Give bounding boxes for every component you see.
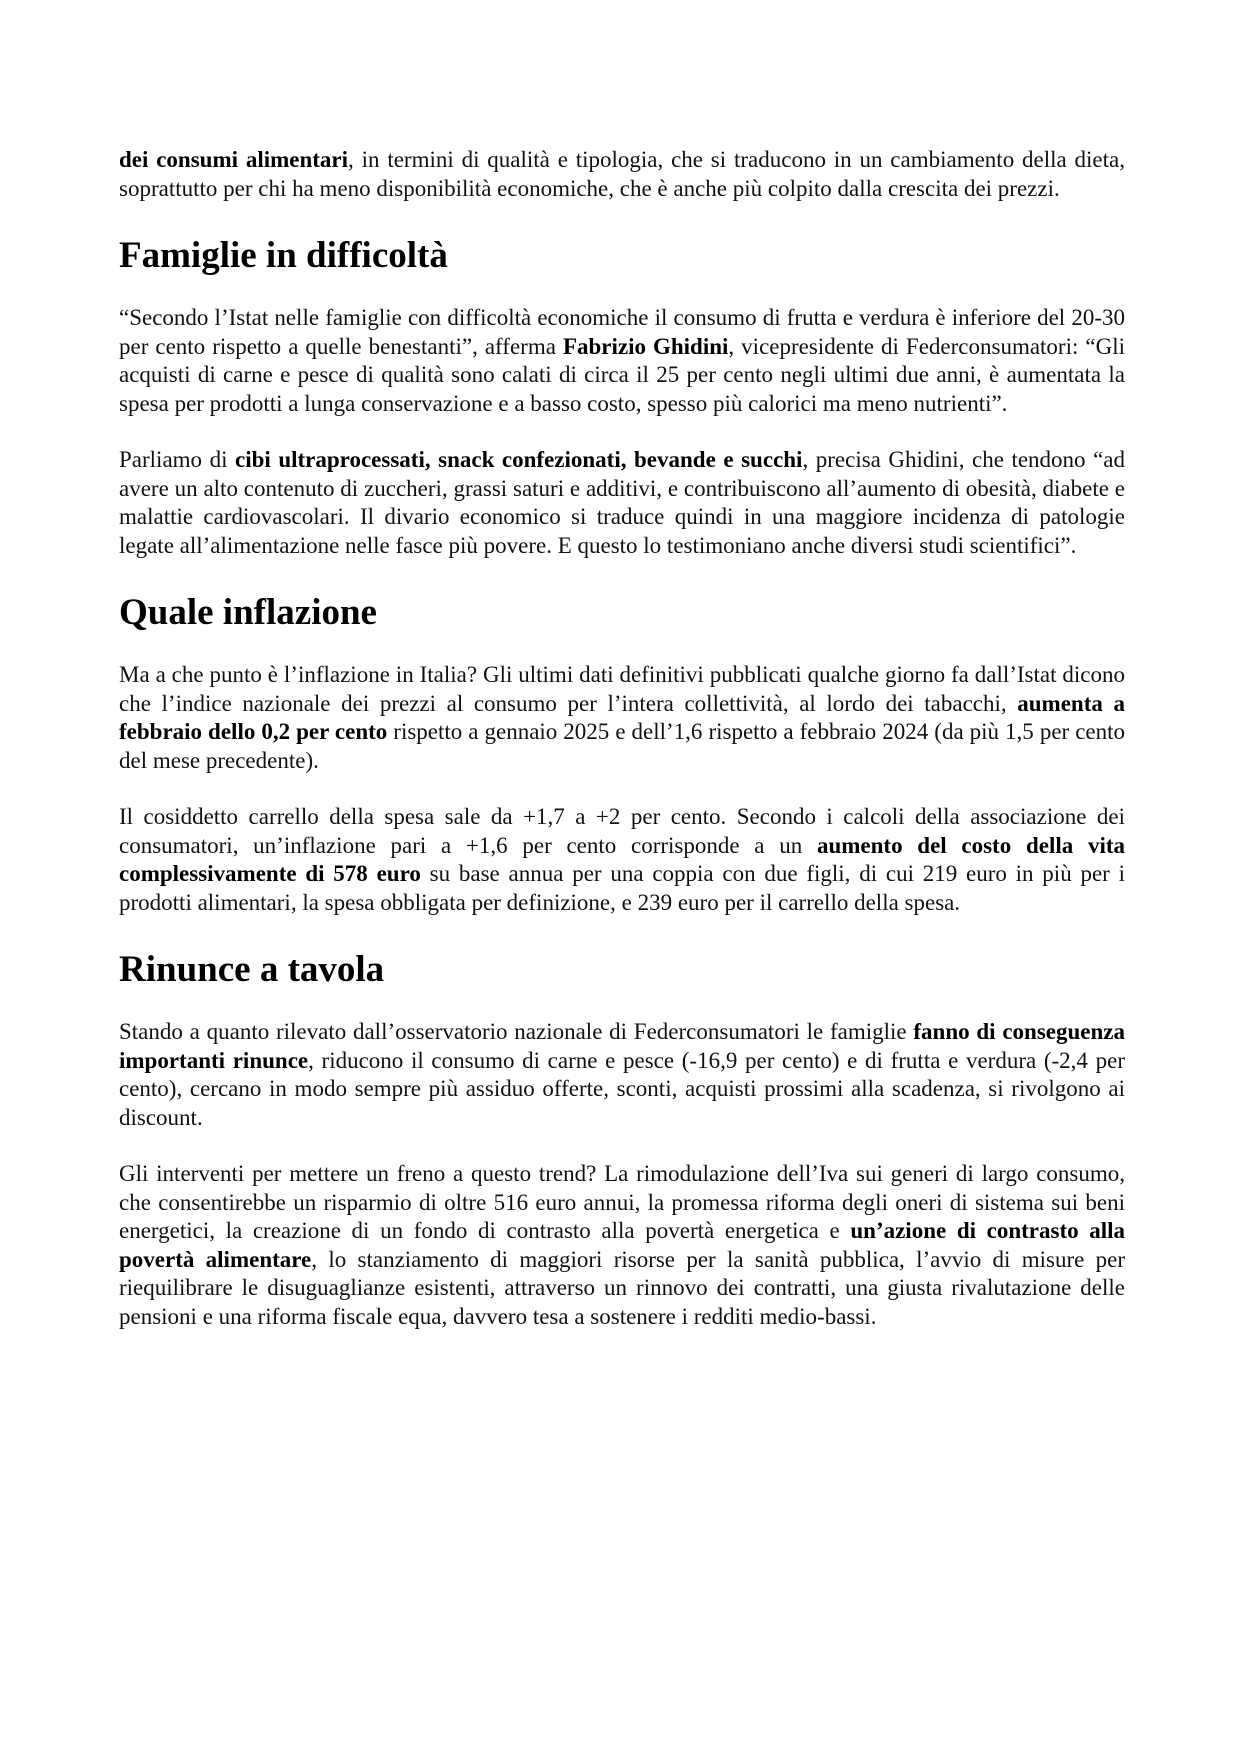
paragraph-text: rispetto a gennaio 2025 e dell’1,6 rispetto a febbraio 2024 (da più 1,5 per cento del mese precedente).	[119, 719, 1125, 773]
paragraph-text: , vicepresidente di Federconsumatori: “Gli acquisti di carne e pesce di qualità sono calati di circa il 25 per cento negli ultimi due anni, è aumentata la spesa per prodotti a lunga conservazione e a basso costo, spesso più calorici ma meno nutrienti”.	[119, 333, 1125, 416]
section-heading-famiglie: Famiglie in difficoltà	[119, 235, 448, 276]
paragraph-text: Il cosiddetto carrello della spesa sale da +1,7 a +2 per cento. Secondo i calcoli della associazione dei consumatori, un’inflazione pari a +1,6 per cento corrisponde a un	[119, 804, 1125, 858]
intro-text: , in termini di qualità e tipologia, che si traducono in un cambiamento della dieta, soprattutto per chi ha meno disponibilità economiche, che è anche più colpito dalla crescita dei prezzi.	[119, 147, 1125, 201]
paragraph-bold-text: aumenta a febbraio dello 0,2 per cento	[119, 690, 1125, 744]
paragraph-text: , precisa Ghidini, che tendono “ad avere un alto contenuto di zuccheri, grassi saturi e additivi, e contribuiscono all’aumento di obesità, diabete e malattie cardiovascolari. Il divario economico si traduce quindi in una maggiore incidenza di patologie legate all’alimentazione nelle fasce più povere. E questo lo testimoniano anche diversi studi scientifici”.	[119, 447, 1126, 558]
paragraph-bold-text: un’azione di contrasto alla povertà alimentare	[119, 1218, 1126, 1272]
paragraph-istat-dati	[119, 661, 1125, 775]
document-page	[119, 146, 1125, 1331]
section-heading-rinunce: Rinunce a tavola	[119, 949, 385, 990]
paragraph-carrello	[119, 803, 1125, 917]
paragraph-bold-text: aumento del costo della vita complessivamente di 578 euro	[119, 832, 1125, 886]
paragraph-text: Parliamo di	[119, 447, 236, 472]
paragraph-text: , lo stanziamento di maggiori risorse per la sanità pubblica, l’avvio di misure per riequilibrare le disuguaglianze esistenti, attraverso un rinnovo dei contratti, una giusta rivalutazione delle pensioni e una riforma fiscale equa, davvero tesa a sostenere i redditi medio-bassi.	[119, 1246, 1125, 1329]
paragraph-text: Gli interventi per mettere un freno a questo trend? La rimodulazione dell’Iva sui generi di largo consumo, che consentirebbe un risparmio di oltre 516 euro annui, la promessa riforma degli oneri di sistema sui beni energetici, la creazione di un fondo di contrasto alla povertà energetica e	[119, 1161, 1125, 1243]
intro-bold-text: dei consumi alimentari	[119, 147, 349, 172]
paragraph-bold-text: fanno di conseguenza importanti rinunce	[119, 1019, 1125, 1073]
paragraph-text: , riducono il consumo di carne e pesce (-16,9 per cento) e di frutta e verdura (-2,4 per cento), cercano in modo sempre più assiduo offerte, sconti, acquisti prossimi alla scadenza, si rivolgono ai discount.	[119, 1047, 1125, 1130]
paragraph-bold-text: Fabrizio Ghidini	[562, 333, 729, 359]
paragraph-bold-text: cibi ultraprocessati, snack confezionati, bevande e succhi	[235, 447, 803, 472]
intro-paragraph	[119, 146, 1125, 203]
section-heading-inflazione: Quale inflazione	[119, 592, 377, 633]
paragraph-osservatorio	[119, 1018, 1125, 1132]
paragraph-text: Stando a quanto rilevato dall’osservatorio nazionale di Federconsumatori le famiglie	[119, 1019, 914, 1044]
paragraph-text: su base annua per una coppia con due figli, di cui 219 euro in più per i prodotti alimentari, la spesa obbligata per definizione, e 239 euro per il carrello della spesa.	[119, 861, 1125, 915]
paragraph-text: Ma a che punto è l’inflazione in Italia? Gli ultimi dati definitivi pubblicati qualche giorno fa dall’Istat dicono che l’indice nazionale dei prezzi al consumo per l’intera collettività, al lordo dei tabacchi,	[119, 662, 1125, 716]
paragraph-ultraprocessati	[119, 446, 1125, 560]
paragraph-interventi	[119, 1160, 1125, 1331]
paragraph-text: “Secondo l’Istat nelle famiglie con difficoltà economiche il consumo di frutta e verdura è inferiore del 20-30 per cento rispetto a quelle benestanti”, afferma	[119, 305, 1125, 359]
paragraph-ghidini-quote	[119, 304, 1125, 418]
